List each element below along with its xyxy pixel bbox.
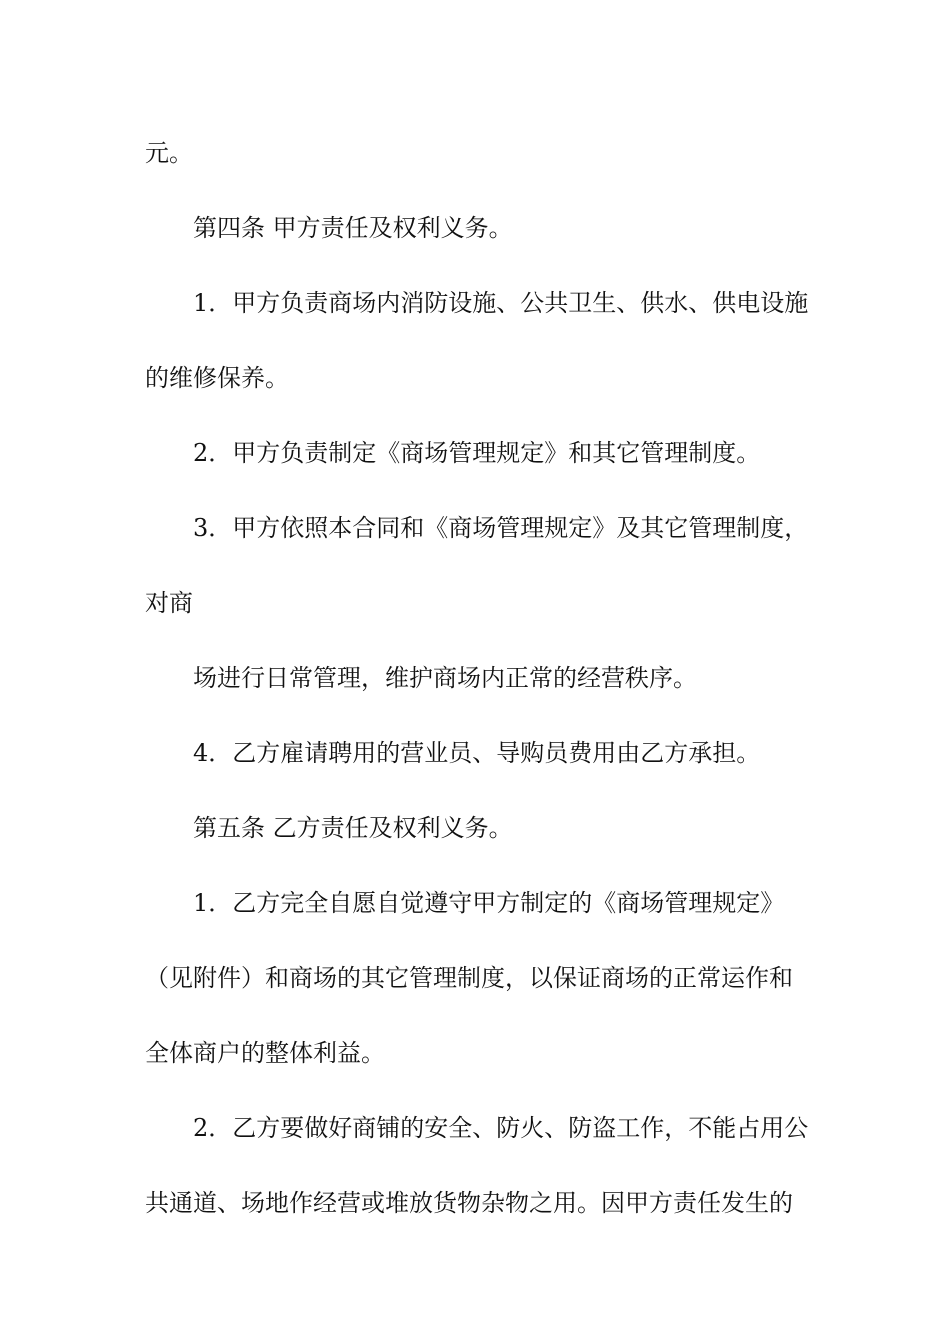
article-heading: 第四条 甲方责任及权利义务。 — [193, 214, 513, 242]
paragraph-line: 全体商户的整体利益。 — [145, 1039, 385, 1067]
paragraph-line: 1．甲方负责商场内消防设施、公共卫生、供水、供电设施 — [193, 289, 809, 317]
paragraph-line: 的维修保养。 — [145, 364, 289, 392]
paragraph-line: 2．乙方要做好商铺的安全、防火、防盗工作，不能占用公 — [193, 1114, 809, 1142]
paragraph-line: 2．甲方负责制定《商场管理规定》和其它管理制度。 — [193, 439, 761, 467]
paragraph-line: 共通道、场地作经营或堆放货物杂物之用。因甲方责任发生的 — [145, 1189, 793, 1217]
article-heading: 第五条 乙方责任及权利义务。 — [193, 814, 513, 842]
paragraph-line: 1．乙方完全自愿自觉遵守甲方制定的《商场管理规定》 — [193, 889, 785, 917]
paragraph-line: （见附件）和商场的其它管理制度，以保证商场的正常运作和 — [145, 964, 793, 992]
paragraph-line: 场进行日常管理，维护商场内正常的经营秩序。 — [193, 664, 697, 692]
paragraph-line: 3．甲方依照本合同和《商场管理规定》及其它管理制度， — [193, 514, 809, 542]
paragraph-line: 4．乙方雇请聘用的营业员、导购员费用由乙方承担。 — [193, 739, 761, 767]
paragraph-line: 对商 — [145, 589, 193, 617]
text-line: 元。 — [145, 139, 193, 167]
